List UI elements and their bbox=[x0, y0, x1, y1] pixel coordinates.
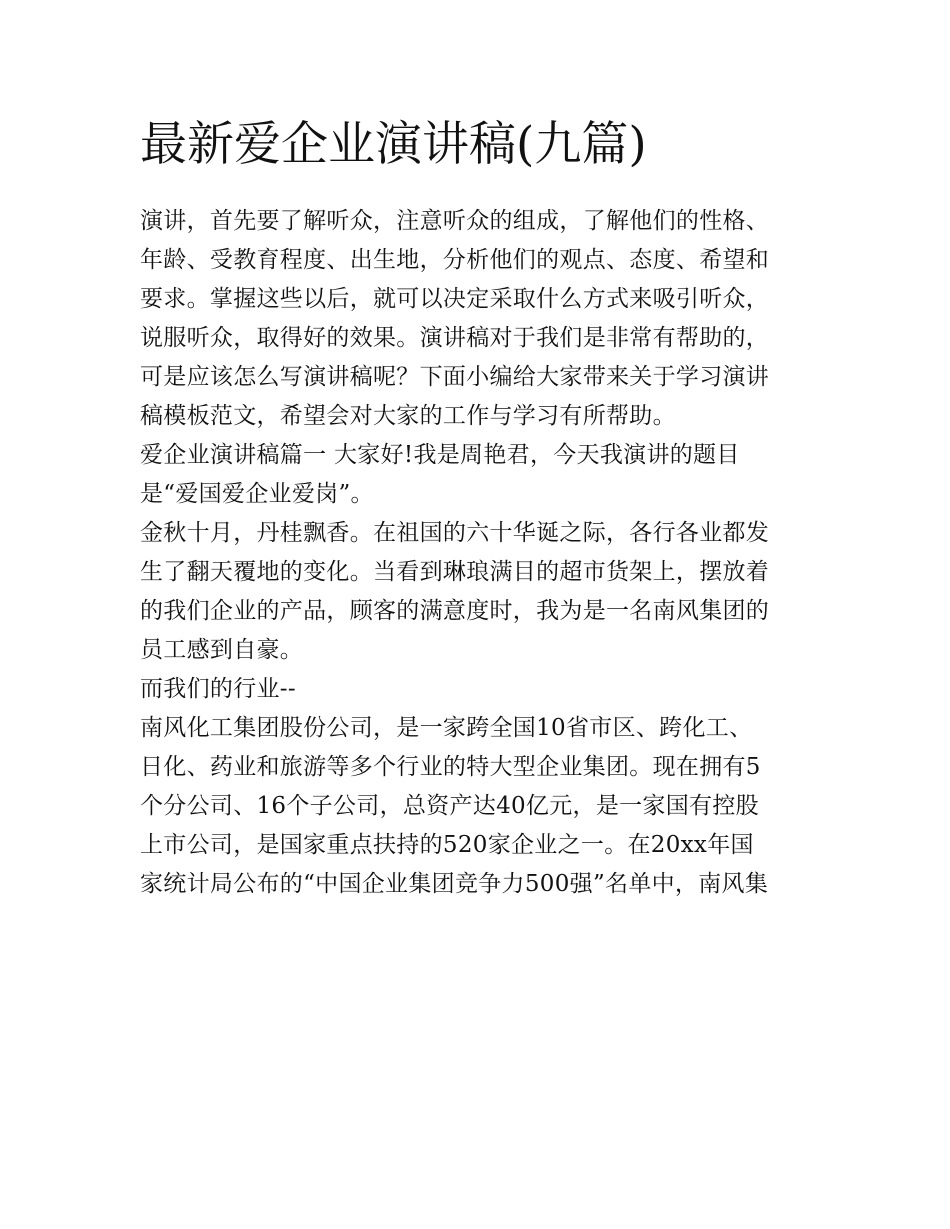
text-line: 家统计局公布的“中国企业集团竞争力500强”名单中，南风集 bbox=[140, 871, 769, 897]
text-line: 员工感到自豪。 bbox=[140, 637, 304, 663]
text-line: 生了翻天覆地的变化。当看到琳琅满目的超市货架上，摆放着 bbox=[140, 559, 770, 585]
document-title: 最新爱企业演讲稿(九篇) bbox=[140, 117, 647, 172]
text-line: 个分公司、16个子公司，总资产达40亿元，是一家国有控股 bbox=[140, 793, 759, 819]
text-line: 稿模板范文，希望会对大家的工作与学习有所帮助。 bbox=[140, 403, 676, 429]
document-body bbox=[140, 202, 820, 904]
text-line: 演讲，首先要了解听众，注意听众的组成，了解他们的性格、 bbox=[140, 208, 770, 234]
text-line: 日化、药业和旅游等多个行业的特大型企业集团。现在拥有5 bbox=[140, 754, 761, 780]
text-line: 可是应该怎么写演讲稿呢？下面小编给大家带来关于学习演讲 bbox=[140, 364, 770, 390]
text-line: 是“爱国爱企业爱岗”。 bbox=[140, 481, 374, 507]
text-line: 年龄、受教育程度、出生地，分析他们的观点、态度、希望和 bbox=[140, 247, 770, 273]
text-line: 而我们的行业-- bbox=[140, 676, 296, 702]
text-line: 金秋十月，丹桂飘香。在祖国的六十华诞之际，各行各业都发 bbox=[140, 520, 770, 546]
text-line: 爱企业演讲稿篇一 大家好!我是周艳君，今天我演讲的题目 bbox=[140, 442, 740, 468]
text-line: 南风化工集团股份公司，是一家跨全国10省市区、跨化工、 bbox=[140, 715, 753, 741]
text-line: 的我们企业的产品，顾客的满意度时，我为是一名南风集团的 bbox=[140, 598, 770, 624]
text-line: 上市公司，是国家重点扶持的520家企业之一。在20xx年国 bbox=[140, 832, 754, 858]
text-line: 说服听众，取得好的效果。演讲稿对于我们是非常有帮助的， bbox=[140, 325, 770, 351]
text-line: 要求。掌握这些以后，就可以决定采取什么方式来吸引听众， bbox=[140, 286, 770, 312]
